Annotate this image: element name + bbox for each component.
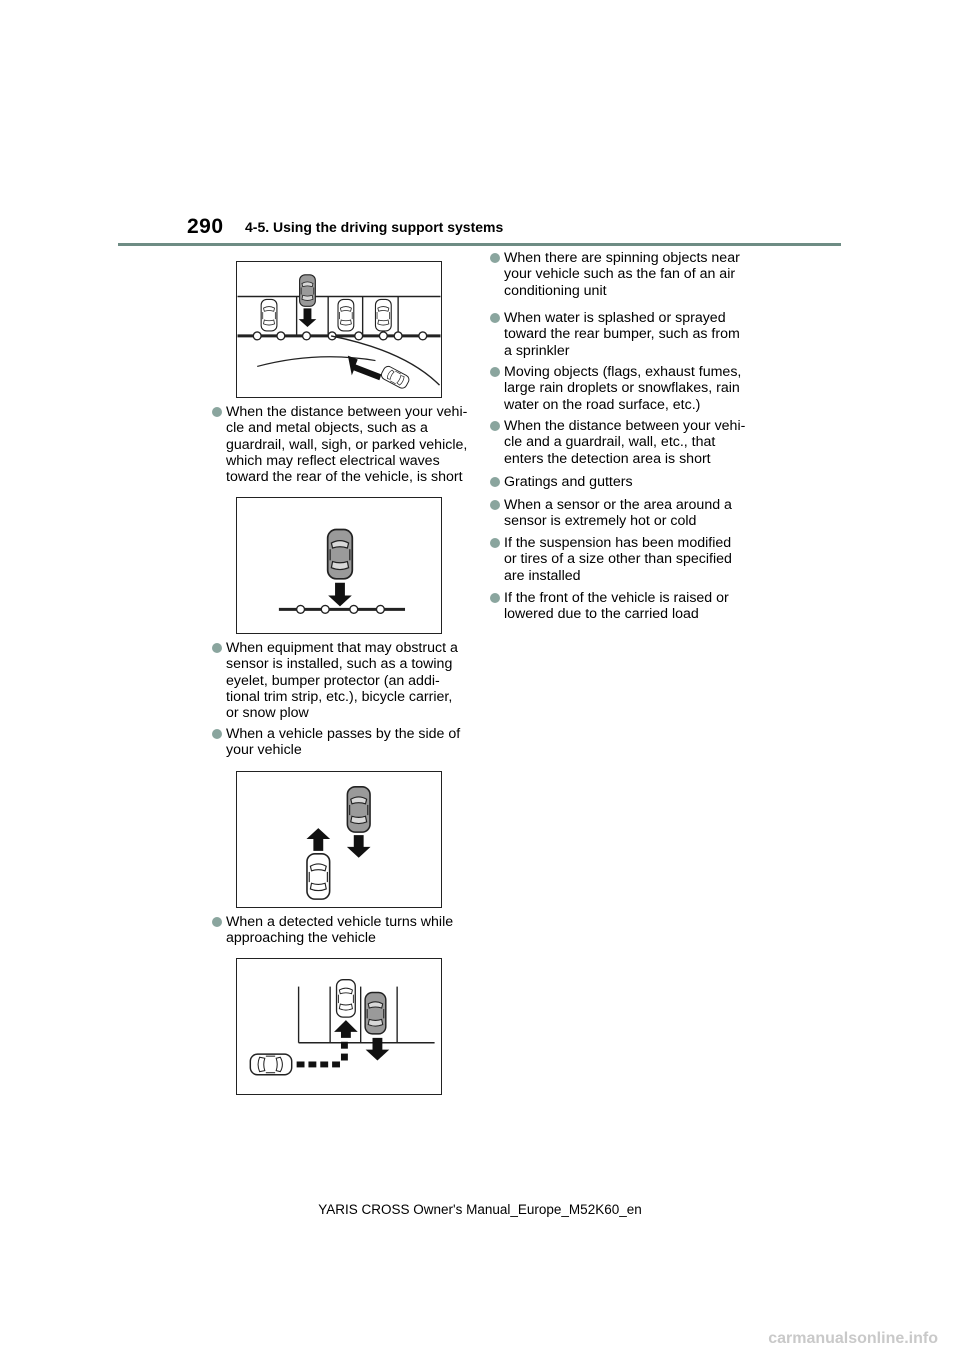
bullet-text: When a sensor or the area around a sensor is extremely hot or cold bbox=[504, 497, 732, 530]
bullet-text: Moving objects (flags, exhaust fumes, large rain droplets or snowflakes, rain water on the road surface, etc.) bbox=[504, 364, 742, 413]
equipment-obstruction-illustration bbox=[237, 498, 441, 633]
bullet-dot-icon bbox=[212, 729, 222, 739]
parked-vehicles-illustration bbox=[237, 262, 441, 397]
bullet-dot-icon bbox=[212, 643, 222, 653]
bullet-dot-icon bbox=[490, 538, 500, 548]
bullet-text: When the distance between your vehi- cle and metal objects, such as a guardrail, wall, sigh, or parked vehicle, which may reflect electrical waves toward the rear of the vehicle, is short bbox=[226, 404, 468, 486]
bullet-equipment-installed bbox=[212, 640, 472, 721]
bullet-dot-icon bbox=[490, 367, 500, 377]
figure-turning-vehicle bbox=[236, 958, 442, 1095]
passing-vehicle-illustration bbox=[237, 772, 441, 907]
bullet-text: When equipment that may obstruct a sensor is installed, such as a towing eyelet, bumper protector (an addi- tional trim strip, etc.), bicycle carrier, or snow plow bbox=[226, 640, 458, 722]
bullet-front-raised bbox=[490, 590, 760, 623]
bullet-metal-objects bbox=[212, 404, 472, 485]
bullet-turning-vehicle bbox=[212, 914, 472, 947]
bullet-dot-icon bbox=[490, 253, 500, 263]
bullet-guardrail-distance bbox=[490, 418, 760, 467]
bullet-dot-icon bbox=[212, 917, 222, 927]
turning-vehicle-illustration bbox=[237, 959, 441, 1094]
footer-manual-title: YARIS CROSS Owner's Manual_Europe_M52K60_en bbox=[318, 1202, 642, 1217]
figure-parked-vehicles-guardrail bbox=[236, 261, 442, 398]
bullet-dot-icon bbox=[490, 593, 500, 603]
bullet-dot-icon bbox=[490, 421, 500, 431]
bullet-dot-icon bbox=[490, 313, 500, 323]
bullet-moving-objects bbox=[490, 364, 760, 413]
bullet-spinning-objects bbox=[490, 250, 760, 299]
bullet-dot-icon bbox=[490, 477, 500, 487]
header-divider bbox=[118, 243, 841, 246]
bullet-text: When a vehicle passes by the side of your vehicle bbox=[226, 726, 461, 759]
bullet-text: When water is splashed or sprayed toward the rear bumper, such as from a sprinkler bbox=[504, 310, 740, 359]
bullet-dot-icon bbox=[212, 407, 222, 417]
figure-equipment-obstruction bbox=[236, 497, 442, 634]
bullet-vehicle-passes bbox=[212, 726, 472, 759]
bullet-sensor-temperature bbox=[490, 497, 760, 530]
bullet-text: When the distance between your vehi- cle and a guardrail, wall, etc., that enters the detection area is short bbox=[504, 418, 746, 467]
bullet-text: When a detected vehicle turns while approaching the vehicle bbox=[226, 914, 454, 947]
figure-passing-vehicle bbox=[236, 771, 442, 908]
bullet-text: If the suspension has been modified or tires of a size other than specified are installed bbox=[504, 535, 732, 584]
bullet-water-splashed bbox=[490, 310, 760, 359]
bullet-suspension-modified bbox=[490, 535, 760, 584]
bullet-text: When there are spinning objects near your vehicle such as the fan of an air conditioning unit bbox=[504, 250, 740, 299]
page-number: 290 bbox=[187, 215, 224, 238]
bullet-text: Gratings and gutters bbox=[504, 474, 633, 490]
bullet-gratings-gutters bbox=[490, 474, 760, 490]
bullet-text: If the front of the vehicle is raised or lowered due to the carried load bbox=[504, 590, 729, 623]
section-title: 4-5. Using the driving support systems bbox=[245, 219, 504, 235]
watermark: carmanualsonline.info bbox=[768, 1330, 938, 1347]
bullet-dot-icon bbox=[490, 500, 500, 510]
